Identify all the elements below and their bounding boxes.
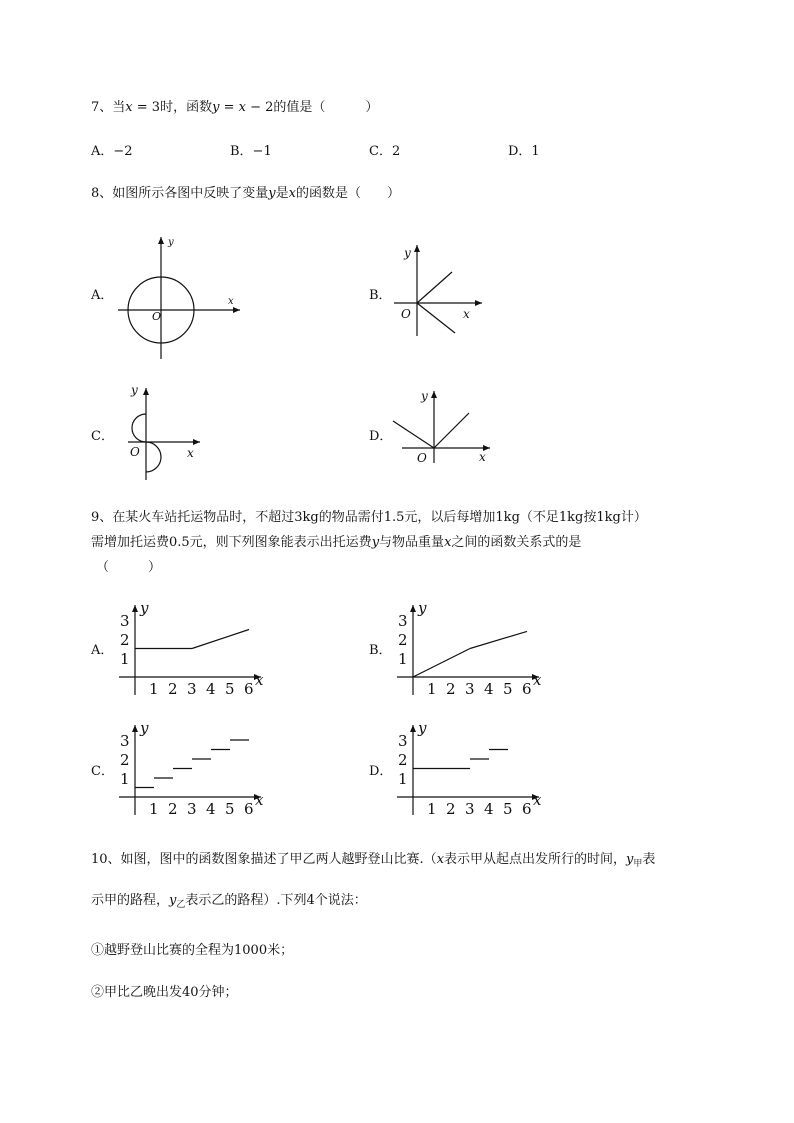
- q9-stem-line2: 需增加托运费0.5元，则下列图象能表示出托运费y与物品重量x之间的函数关系式的是: [91, 535, 582, 550]
- q8-graph-c-semicircles: [118, 380, 208, 485]
- x-tick-label: 4: [206, 800, 216, 818]
- lower-semicircle: [146, 442, 161, 472]
- y-tick-label: 1: [120, 770, 130, 788]
- q9-label-c: C．: [91, 764, 114, 779]
- x-tick-label: 6: [244, 800, 254, 818]
- origin-label: O: [417, 451, 427, 465]
- x-tick-label: 2: [446, 800, 456, 818]
- q10-statement-2: ②甲比乙晚出发40分钟；: [91, 985, 238, 1000]
- y-tick-label: 2: [398, 751, 408, 769]
- x-axis-label: x: [228, 296, 234, 307]
- x-tick-label: 5: [225, 800, 235, 818]
- q10-stem-line2: 示甲的路程，$y_乙$表示乙的路程）.下列4个说法：: [91, 893, 367, 910]
- y-axis-label: y: [168, 237, 174, 248]
- x-tick-label: 3: [187, 680, 197, 698]
- y-axis-label: y: [131, 383, 138, 397]
- q7-option-b: B．−1: [230, 144, 272, 159]
- x-tick-label: 5: [503, 680, 513, 698]
- x-tick-label: 2: [168, 800, 178, 818]
- graph-segment: [192, 630, 249, 649]
- x-axis-label: x: [255, 791, 264, 809]
- q9-graph-c: [115, 719, 275, 818]
- x-tick-label: 1: [149, 680, 159, 698]
- origin-label: O: [401, 307, 411, 321]
- y-tick-label: 2: [120, 631, 130, 649]
- q8-label-a: A．: [91, 288, 114, 303]
- origin-label: O: [152, 310, 162, 323]
- x-tick-label: 1: [149, 800, 159, 818]
- q7-option-a: A．−2: [91, 144, 133, 159]
- y-tick-label: 1: [398, 770, 408, 788]
- q8-graph-d-abs: [390, 385, 500, 467]
- y-axis-label: y: [140, 599, 149, 617]
- q8-label-c: C．: [91, 429, 114, 444]
- y-axis-label: y: [140, 719, 149, 737]
- y-axis-label: y: [418, 719, 427, 737]
- graph-segment: [470, 631, 527, 648]
- q10-stem-line1: 10、如图，图中的函数图象描述了甲乙两人越野登山比赛.（x表示甲从起点出发所行的时间，$y_甲$表: [91, 852, 656, 869]
- x-tick-label: 6: [244, 680, 254, 698]
- x-tick-label: 4: [484, 680, 494, 698]
- x-axis-label: x: [255, 671, 264, 689]
- y-tick-label: 3: [398, 612, 408, 630]
- q8-graph-b-rays: [390, 240, 490, 340]
- x-tick-label: 1: [427, 800, 437, 818]
- y-tick-label: 3: [120, 612, 130, 630]
- x-axis-label: x: [533, 671, 542, 689]
- left-branch: [393, 421, 434, 448]
- x-tick-label: 6: [522, 800, 532, 818]
- y-tick-label: 2: [398, 631, 408, 649]
- q8-stem: 8、如图所示各图中反映了变量y是x的函数是（ ）: [91, 186, 401, 201]
- y-tick-label: 3: [398, 732, 408, 750]
- x-tick-label: 6: [522, 680, 532, 698]
- x-tick-label: 4: [484, 800, 494, 818]
- x-axis-label: x: [463, 307, 470, 321]
- y-tick-label: 2: [120, 751, 130, 769]
- y-axis-label: y: [418, 599, 427, 617]
- x-tick-label: 3: [465, 680, 475, 698]
- x-axis-label: x: [533, 791, 542, 809]
- q9-graph-d: [393, 719, 553, 818]
- right-branch: [434, 413, 469, 448]
- q8-label-b: B．: [369, 288, 392, 303]
- y-axis-label: y: [404, 246, 411, 260]
- x-tick-label: 5: [503, 800, 513, 818]
- x-tick-label: 3: [187, 800, 197, 818]
- q9-stem-line1: 9、在某火车站托运物品时，不超过3kg的物品需付1.5元，以后每增加1kg（不足1kg按1kg计）: [91, 510, 647, 525]
- y-axis-label: y: [421, 389, 428, 403]
- q8-graph-a-circle: [116, 233, 246, 363]
- origin-label: O: [130, 445, 140, 459]
- q7-option-c: C．2: [369, 144, 401, 159]
- x-tick-label: 3: [465, 800, 475, 818]
- upper-semicircle: [132, 414, 146, 442]
- x-axis-label: x: [479, 450, 486, 464]
- q9-label-b: B．: [369, 643, 392, 658]
- q9-label-a: A．: [91, 643, 114, 658]
- q7-option-d: D．1: [508, 144, 540, 159]
- q7-stem: 7、当x = 3时，函数y = x − 2的值是（ ）: [91, 100, 379, 115]
- y-tick-label: 1: [120, 650, 130, 668]
- q9-graph-a: [115, 599, 275, 698]
- x-tick-label: 5: [225, 680, 235, 698]
- graph-segment: [413, 649, 470, 678]
- q8-label-d: D．: [369, 429, 393, 444]
- x-axis-label: x: [187, 446, 194, 460]
- q9-answer-paren: （ ）: [96, 560, 162, 575]
- x-tick-label: 2: [168, 680, 178, 698]
- ray-down: [417, 303, 455, 333]
- x-tick-label: 1: [427, 680, 437, 698]
- y-tick-label: 1: [398, 650, 408, 668]
- q9-label-d: D．: [369, 764, 393, 779]
- q10-statement-1: ①越野登山比赛的全程为1000米；: [91, 943, 294, 958]
- ray-up: [417, 272, 452, 303]
- x-tick-label: 4: [206, 680, 216, 698]
- q9-graph-b: [393, 599, 553, 698]
- x-tick-label: 2: [446, 680, 456, 698]
- y-tick-label: 3: [120, 732, 130, 750]
